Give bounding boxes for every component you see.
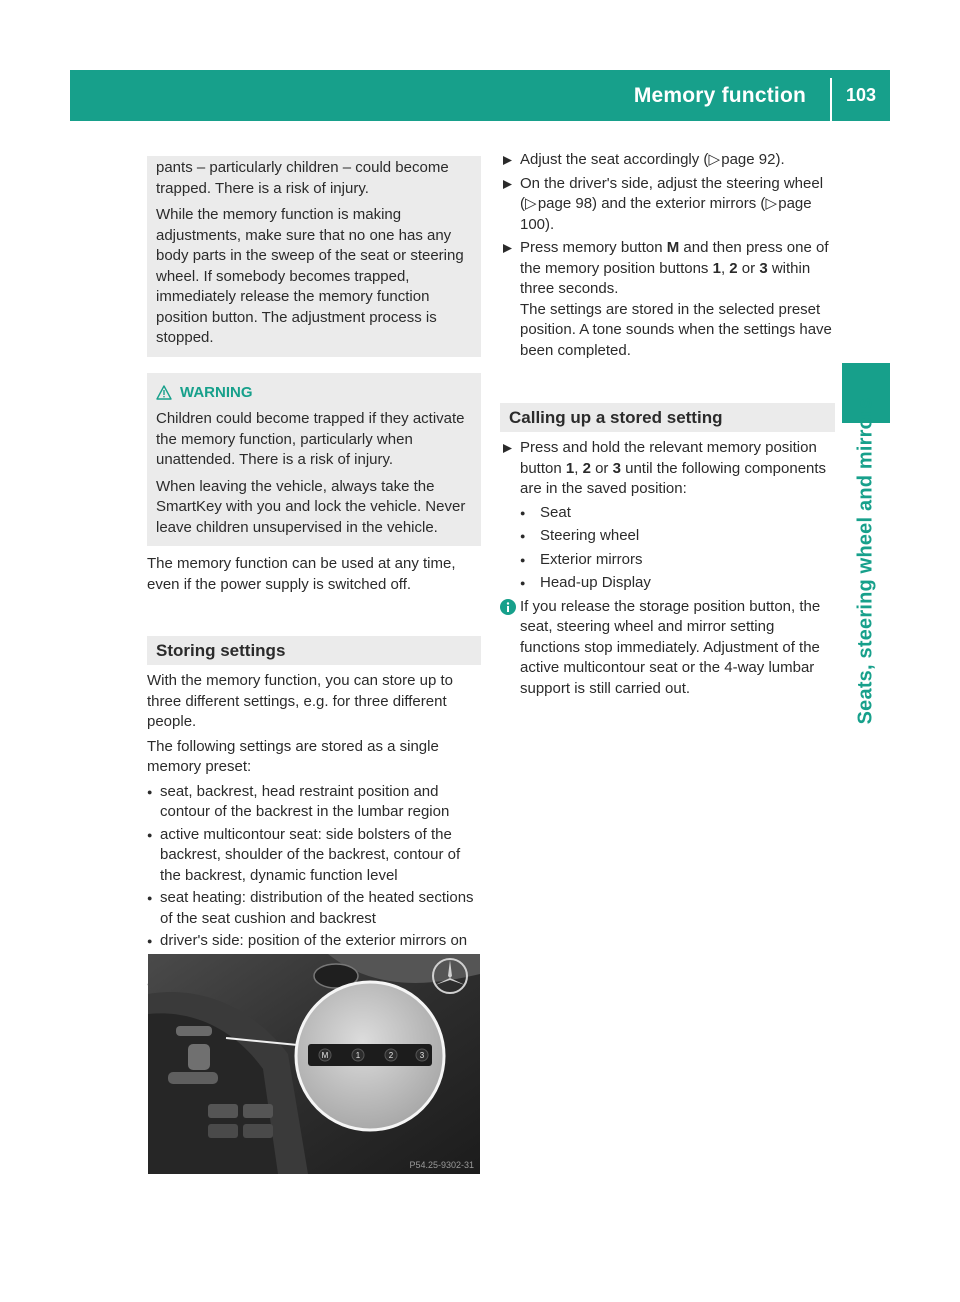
list-item: ● Steering wheel bbox=[520, 526, 835, 547]
step-text: Press and hold the relevant memory position button bbox=[520, 439, 817, 477]
page-ref-arrow-icon: ▷ bbox=[525, 195, 537, 212]
memory-button-1: 1 bbox=[355, 1051, 361, 1060]
step-text: or bbox=[737, 259, 760, 277]
step-text: ). bbox=[775, 151, 785, 168]
warning-label: WARNING bbox=[180, 383, 253, 401]
memory-button-2: 2 bbox=[388, 1051, 394, 1060]
storing-intro: With the memory function, you can store up to three different settings, e.g. for three different people. bbox=[147, 672, 453, 730]
step-text: within three seconds. bbox=[520, 259, 811, 297]
step-text: ) and the exterior mirrors ( bbox=[592, 195, 766, 212]
storing-heading: Storing settings bbox=[147, 636, 481, 665]
list-item: ● Head-up Display bbox=[520, 573, 835, 594]
right-column bbox=[500, 150, 835, 699]
warning-paragraph: When leaving the vehicle, always take the SmartKey with you and lock the vehicle. Never leave children unsupervised in the vehicle. bbox=[156, 477, 466, 536]
step-result: The settings are stored in the selected preset position. A tone sounds when the settings have been completed. bbox=[520, 300, 832, 359]
step-text: until the following components are in the saved position: bbox=[520, 459, 827, 497]
info-icon bbox=[500, 599, 516, 615]
warning-triangle-icon bbox=[156, 385, 172, 400]
page-title: Memory function bbox=[633, 84, 806, 107]
memory-button-3: 3 bbox=[419, 1051, 425, 1060]
list-item: ● seat heating: distribution of the heated sections of the seat cushion and backrest bbox=[147, 888, 481, 929]
info-text: If you release the storage position button, the seat, steering wheel and mirror setting functions stop immediately. Adjustment of the active multicontour seat or the 4-way lumbar support is still carried out. bbox=[520, 597, 821, 697]
box-paragraph: While the memory function is making adjustments, make sure that no one has any body parts in the sweep of the seat or steering wheel. If somebody becomes trapped, immediately release the memory function position button. The adjustment process is stopped. bbox=[156, 206, 464, 346]
step-text: Press memory button bbox=[520, 239, 667, 256]
memory-note: The memory function can be used at any time, even if the power supply is switched off. bbox=[147, 555, 456, 593]
info-note bbox=[500, 597, 835, 700]
calling-steps bbox=[500, 438, 835, 594]
step-text: and then press one of the memory position buttons bbox=[520, 239, 829, 277]
action-arrow-icon bbox=[502, 443, 513, 454]
memory-button-m: M bbox=[321, 1051, 329, 1060]
page-reference[interactable]: page 100 bbox=[520, 195, 812, 233]
page-number: 103 bbox=[845, 85, 877, 105]
storing-steps bbox=[500, 150, 835, 361]
button-name: 3 bbox=[759, 259, 768, 277]
calling-heading: Calling up a stored setting bbox=[500, 403, 835, 432]
button-name: 1 bbox=[565, 459, 575, 477]
list-item: ● Seat bbox=[520, 503, 835, 524]
step-text: , bbox=[720, 259, 730, 277]
box-paragraph: pants – particularly children – could become trapped. There is a risk of injury. bbox=[156, 159, 449, 197]
chapter-label: Seats, steering wheel and mirrors bbox=[854, 397, 877, 725]
list-item: ● driver's side: position of the exterior mirrors on bbox=[147, 931, 481, 972]
step-text: ). bbox=[545, 215, 555, 233]
step-item bbox=[500, 238, 835, 361]
warning-paragraph: Children could become trapped if they activate the memory function, particularly when unattended. There is a risk of injury. bbox=[156, 410, 465, 468]
action-arrow-icon bbox=[502, 179, 513, 190]
step-item bbox=[500, 438, 835, 594]
step-item bbox=[500, 174, 835, 236]
warning-heading bbox=[156, 383, 472, 404]
button-name: 2 bbox=[729, 259, 738, 277]
door-panel-illustration bbox=[148, 954, 480, 1174]
button-name: M bbox=[666, 239, 680, 256]
action-arrow-icon bbox=[502, 243, 513, 254]
list-item: ● active multicontour seat: side bolsters of the backrest, shoulder of the backrest, contour of the backrest, dynamic function level bbox=[147, 825, 481, 887]
page-reference[interactable]: page 92 bbox=[721, 151, 776, 168]
step-text: or bbox=[590, 459, 613, 477]
page-reference[interactable]: page 98 bbox=[537, 195, 593, 212]
warning-box bbox=[147, 373, 481, 547]
step-text: On the driver's side, adjust the steering wheel ( bbox=[520, 174, 824, 212]
button-name: 3 bbox=[612, 459, 621, 477]
step-text: Adjust the seat accordingly ( bbox=[520, 151, 709, 168]
button-name: 1 bbox=[712, 259, 721, 277]
list-item: ● Exterior mirrors bbox=[520, 550, 835, 571]
page-header bbox=[70, 70, 890, 121]
storing-list-intro: The following settings are stored as a single memory preset: bbox=[147, 737, 439, 775]
memory-buttons-photo bbox=[148, 954, 480, 1174]
left-column bbox=[147, 156, 481, 997]
page-ref-arrow-icon: ▷ bbox=[765, 195, 777, 212]
list-item: ● seat, backrest, head restraint position and contour of the backrest in the lumbar region bbox=[147, 782, 481, 823]
page-ref-arrow-icon: ▷ bbox=[708, 151, 720, 168]
saved-position-list bbox=[520, 503, 835, 594]
step-item bbox=[500, 150, 835, 171]
figure-code: P54.25-9302-31 bbox=[409, 1160, 474, 1170]
warning-continuation-box bbox=[147, 156, 481, 357]
step-text: , bbox=[574, 459, 583, 477]
button-name: 2 bbox=[582, 459, 591, 477]
action-arrow-icon bbox=[502, 155, 513, 166]
